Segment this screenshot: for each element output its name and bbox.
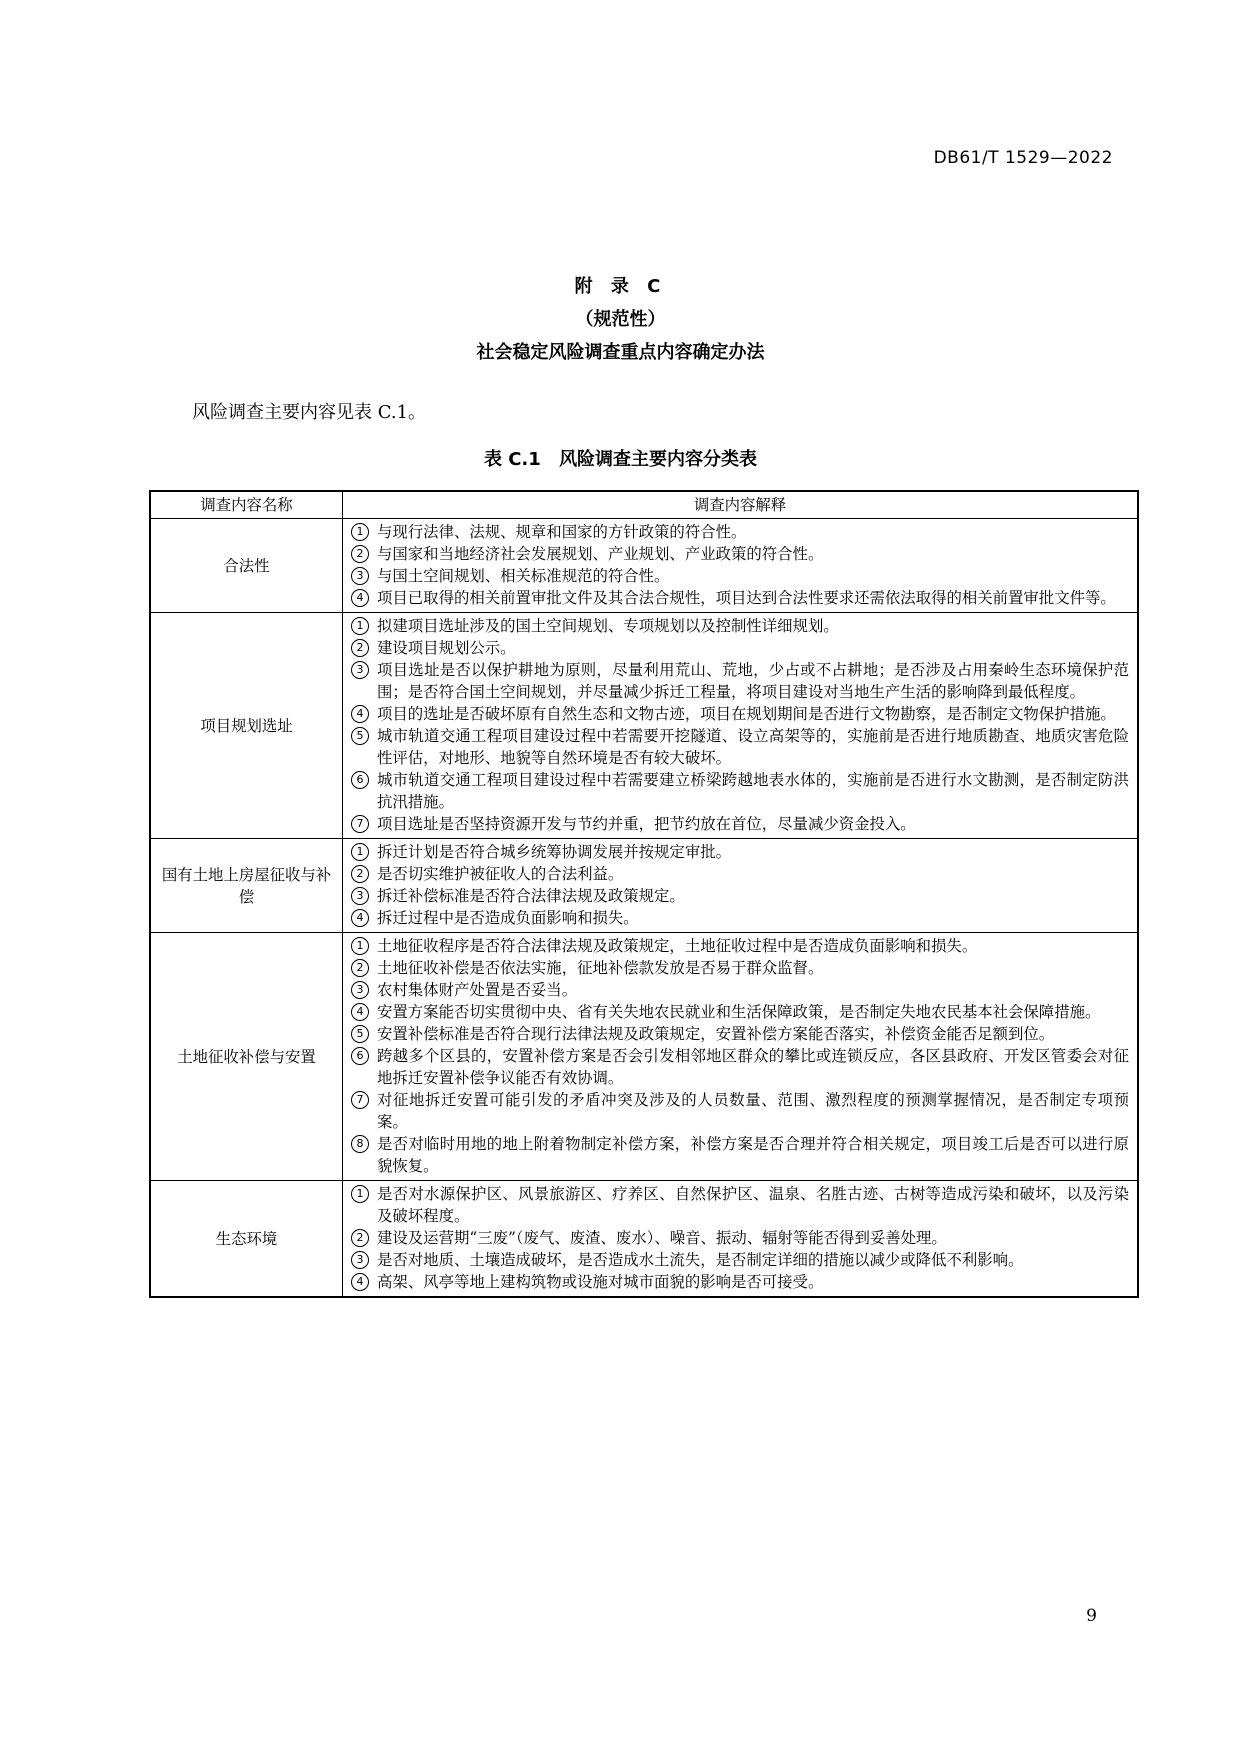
category-cell: 土地征收补偿与安置	[150, 933, 343, 1181]
circled-number: 1	[351, 1185, 369, 1203]
item-number-wrap	[351, 813, 377, 833]
table-row	[150, 519, 1138, 613]
list-item	[351, 1089, 1129, 1133]
item-text: 与现行法律、法规、规章和国家的方针政策的符合性。	[377, 523, 747, 541]
description-cell	[343, 519, 1139, 613]
list-item	[351, 769, 1129, 813]
item-text: 拟建项目选址涉及的国土空间规划、专项规划以及控制性详细规划。	[377, 617, 839, 635]
item-text: 土地征收程序是否符合法律法规及政策规定，土地征收过程中是否造成负面影响和损失。	[377, 937, 978, 955]
item-number-wrap	[351, 841, 377, 861]
table-row	[150, 613, 1138, 839]
item-number-wrap	[351, 615, 377, 635]
list-item	[351, 885, 1129, 907]
description-cell	[343, 613, 1139, 839]
category-cell: 国有土地上房屋征收与补偿	[150, 839, 343, 933]
table-row	[150, 933, 1138, 1181]
item-text: 是否对水源保护区、风景旅游区、疗养区、自然保护区、温泉、名胜古迹、古树等造成污染和破坏，以及污染及破坏程度。	[377, 1185, 1129, 1225]
item-number-wrap	[351, 769, 377, 789]
circled-number: 2	[351, 545, 369, 563]
item-number-wrap	[351, 637, 377, 657]
item-text: 农村集体财产处置是否妥当。	[377, 981, 578, 999]
list-item	[351, 1023, 1129, 1045]
table-row	[150, 839, 1138, 933]
item-text: 对征地拆迁安置可能引发的矛盾冲突及涉及的人员数量、范围、激烈程度的预测掌握情况，是否制定专项预案。	[377, 1091, 1129, 1131]
description-cell	[343, 933, 1139, 1181]
list-item	[351, 1227, 1129, 1249]
appendix-label: 附 录 C	[574, 276, 667, 297]
circled-number: 3	[351, 1251, 369, 1269]
item-number-wrap	[351, 1133, 377, 1153]
description-cell	[343, 1181, 1139, 1298]
column-header-description: 调查内容解释	[343, 491, 1139, 519]
item-text: 与国土空间规划、相关标准规范的符合性。	[377, 567, 670, 585]
item-number-wrap	[351, 935, 377, 955]
item-text: 拆迁计划是否符合城乡统筹协调发展并按规定审批。	[377, 843, 731, 861]
list-item	[351, 1001, 1129, 1023]
circled-number: 1	[351, 843, 369, 861]
item-text: 土地征收补偿是否依法实施，征地补偿款发放是否易于群众监督。	[377, 959, 824, 977]
list-item	[351, 957, 1129, 979]
circled-number: 7	[351, 815, 369, 833]
item-text: 与国家和当地经济社会发展规划、产业规划、产业政策的符合性。	[377, 545, 824, 563]
item-number-wrap	[351, 543, 377, 563]
item-text: 是否切实维护被征收人的合法利益。	[377, 865, 624, 883]
item-number-wrap	[351, 565, 377, 585]
circled-number: 7	[351, 1091, 369, 1109]
list-item	[351, 979, 1129, 1001]
item-text: 是否对临时用地的地上附着物制定补偿方案，补偿方案是否合理并符合相关规定，项目竣工后是否可以进行原貌恢复。	[377, 1135, 1129, 1175]
list-item	[351, 659, 1129, 703]
list-item	[351, 565, 1129, 587]
table-body	[150, 519, 1138, 1298]
circled-number: 4	[351, 1003, 369, 1021]
item-number-wrap	[351, 907, 377, 927]
circled-number: 5	[351, 727, 369, 745]
list-item	[351, 935, 1129, 957]
circled-number: 3	[351, 981, 369, 999]
table-header-row	[150, 491, 1138, 519]
item-text: 项目的选址是否破坏原有自然生态和文物古迹，项目在规划期间是否进行文物勘察，是否制定文物保护措施。	[377, 705, 1116, 723]
item-number-wrap	[351, 1249, 377, 1269]
table-row	[150, 1181, 1138, 1298]
item-number-wrap	[351, 1089, 377, 1109]
circled-number: 4	[351, 909, 369, 927]
category-cell: 合法性	[150, 519, 343, 613]
list-item	[351, 1133, 1129, 1177]
appendix-title: 社会稳定风险调查重点内容确定办法	[476, 342, 765, 363]
item-text: 项目已取得的相关前置审批文件及其合法合规性，项目达到合法性要求还需依法取得的相关前置审批文件等。	[377, 589, 1116, 607]
item-number-wrap	[351, 979, 377, 999]
circled-number: 3	[351, 661, 369, 679]
list-item	[351, 1045, 1129, 1089]
item-text: 安置补偿标准是否符合现行法律法规及政策规定，安置补偿方案能否落实，补偿资金能否足额到位。	[377, 1025, 1055, 1043]
risk-content-table	[149, 490, 1139, 1298]
item-number-wrap	[351, 1001, 377, 1021]
list-item	[351, 841, 1129, 863]
circled-number: 4	[351, 705, 369, 723]
circled-number: 1	[351, 617, 369, 635]
item-number-wrap	[351, 1227, 377, 1247]
item-text: 城市轨道交通工程项目建设过程中若需要开挖隧道、设立高架等的，实施前是否进行地质勘查、地质灾害危险性评估，对地形、地貌等自然环境是否有较大破坏。	[377, 727, 1129, 767]
item-number-wrap	[351, 1023, 377, 1043]
item-text: 建设项目规划公示。	[377, 639, 516, 657]
item-text: 安置方案能否切实贯彻中央、省有关失地农民就业和生活保障政策，是否制定失地农民基本社会保障措施。	[377, 1003, 1101, 1021]
circled-number: 4	[351, 1273, 369, 1291]
circled-number: 6	[351, 1047, 369, 1065]
item-text: 跨越多个区县的，安置补偿方案是否会引发相邻地区群众的攀比或连锁反应，各区县政府、开发区管委会对征地拆迁安置补偿争议能否有效协调。	[377, 1047, 1129, 1087]
item-number-wrap	[351, 587, 377, 607]
list-item	[351, 521, 1129, 543]
table-caption-label: 表 C.1	[483, 449, 541, 470]
item-number-wrap	[351, 1183, 377, 1203]
list-item	[351, 703, 1129, 725]
circled-number: 1	[351, 523, 369, 541]
item-text: 拆迁过程中是否造成负面影响和损失。	[377, 909, 639, 927]
item-number-wrap	[351, 885, 377, 905]
circled-number: 2	[351, 1229, 369, 1247]
list-item	[351, 1271, 1129, 1293]
item-number-wrap	[351, 957, 377, 977]
circled-number: 3	[351, 567, 369, 585]
circled-number: 1	[351, 937, 369, 955]
item-number-wrap	[351, 659, 377, 679]
column-header-name: 调查内容名称	[150, 491, 343, 519]
item-text: 是否对地质、土壤造成破坏，是否造成水土流失，是否制定详细的措施以减少或降低不利影响。	[377, 1251, 1024, 1269]
circled-number: 2	[351, 639, 369, 657]
item-number-wrap	[351, 725, 377, 745]
category-cell: 项目规划选址	[150, 613, 343, 839]
list-item	[351, 907, 1129, 929]
table-caption	[0, 445, 1241, 471]
item-number-wrap	[351, 863, 377, 883]
item-text: 项目选址是否坚持资源开发与节约并重，把节约放在首位，尽量减少资金投入。	[377, 815, 916, 833]
circled-number: 2	[351, 959, 369, 977]
list-item	[351, 543, 1129, 565]
item-text: 高架、风亭等地上建构筑物或设施对城市面貌的影响是否可接受。	[377, 1273, 824, 1291]
circled-number: 2	[351, 865, 369, 883]
list-item	[351, 725, 1129, 769]
item-text: 拆迁补偿标准是否符合法律法规及政策规定。	[377, 887, 685, 905]
item-text: 项目选址是否以保护耕地为原则，尽量利用荒山、荒地，少占或不占耕地；是否涉及占用秦岭生态环境保护范围；是否符合国土空间规划，并尽量减少拆迁工程量，将项目建设对当地生产生活的影响降到最低程度。	[377, 661, 1129, 701]
item-number-wrap	[351, 521, 377, 541]
circled-number: 6	[351, 771, 369, 789]
item-number-wrap	[351, 1045, 377, 1065]
list-item	[351, 587, 1129, 609]
item-number-wrap	[351, 1271, 377, 1291]
table-caption-title: 风险调查主要内容分类表	[559, 449, 758, 470]
item-text: 城市轨道交通工程项目建设过程中若需要建立桥梁跨越地表水体的，实施前是否进行水文勘测，是否制定防洪抗汛措施。	[377, 771, 1129, 811]
standard-code: DB61/T 1529—2022	[933, 148, 1113, 168]
list-item	[351, 637, 1129, 659]
item-text: 建设及运营期“三废”（废气、废渣、废水）、噪音、振动、辐射等能否得到妥善处理。	[377, 1229, 947, 1247]
circled-number: 8	[351, 1135, 369, 1153]
list-item	[351, 1183, 1129, 1227]
intro-paragraph: 风险调查主要内容见表 C.1。	[192, 402, 427, 423]
list-item	[351, 863, 1129, 885]
list-item	[351, 1249, 1129, 1271]
list-item	[351, 813, 1129, 835]
list-item	[351, 615, 1129, 637]
description-cell	[343, 839, 1139, 933]
circled-number: 4	[351, 589, 369, 607]
item-number-wrap	[351, 703, 377, 723]
category-cell: 生态环境	[150, 1181, 343, 1298]
appendix-type: （规范性）	[575, 309, 666, 330]
circled-number: 3	[351, 887, 369, 905]
page-number: 9	[1086, 1606, 1097, 1626]
circled-number: 5	[351, 1025, 369, 1043]
